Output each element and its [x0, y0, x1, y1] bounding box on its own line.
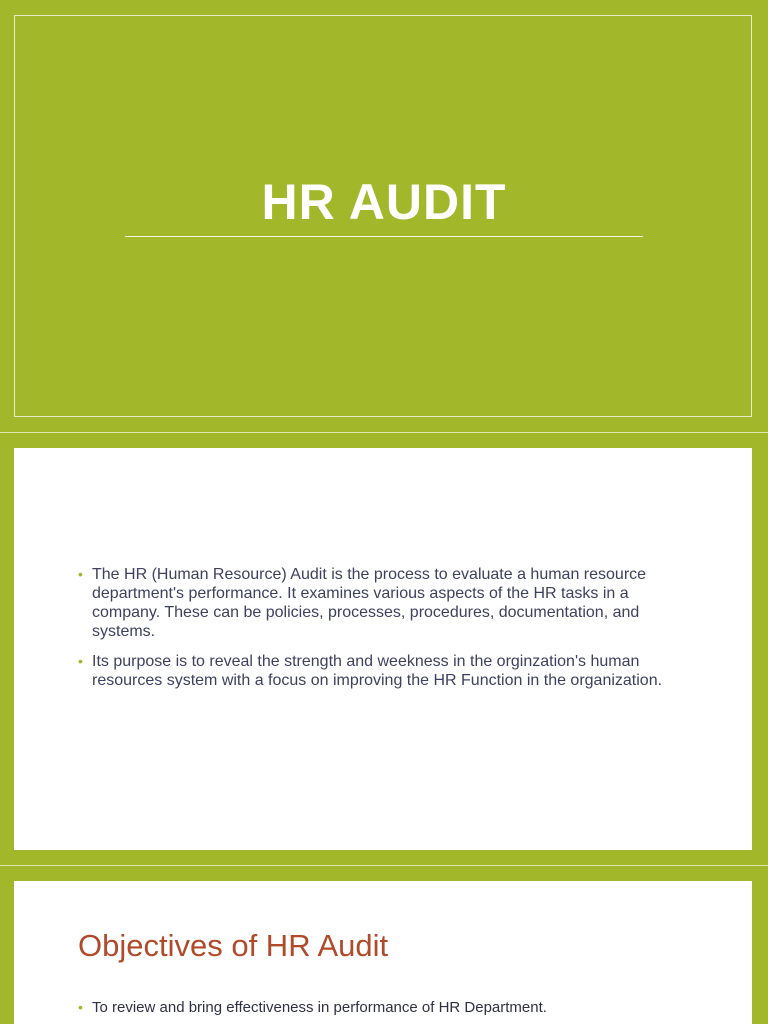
bullet-icon: •	[78, 999, 83, 1015]
objectives-bullet-list	[78, 998, 718, 1017]
slide-divider	[0, 865, 768, 866]
objectives-heading: Objectives of HR Audit	[78, 928, 389, 963]
bullet-text: Its purpose is to reveal the strength and weekness in the orginzation's human resources system with a focus on improving the HR Function in the organization.	[92, 653, 663, 689]
bullet-icon: •	[78, 566, 83, 582]
bullet-text: The HR (Human Resource) Audit is the process to evaluate a human resource department's performance. It examines various aspects of the HR tasks in a company. These can be policies, processes, procedures, documentation, and systems.	[92, 566, 647, 640]
title-underline	[125, 236, 643, 237]
objectives-slide	[14, 881, 752, 1024]
bullet-icon: •	[78, 653, 83, 669]
bullet-item	[78, 998, 718, 1017]
slide-divider	[0, 432, 768, 433]
definition-slide	[14, 448, 752, 850]
bullet-text: To review and bring effectiveness in performance of HR Department.	[92, 999, 547, 1016]
slide-title: HR AUDIT	[261, 174, 507, 230]
bullet-item	[78, 565, 698, 641]
definition-bullet-list	[78, 565, 698, 701]
bullet-item	[78, 652, 698, 690]
